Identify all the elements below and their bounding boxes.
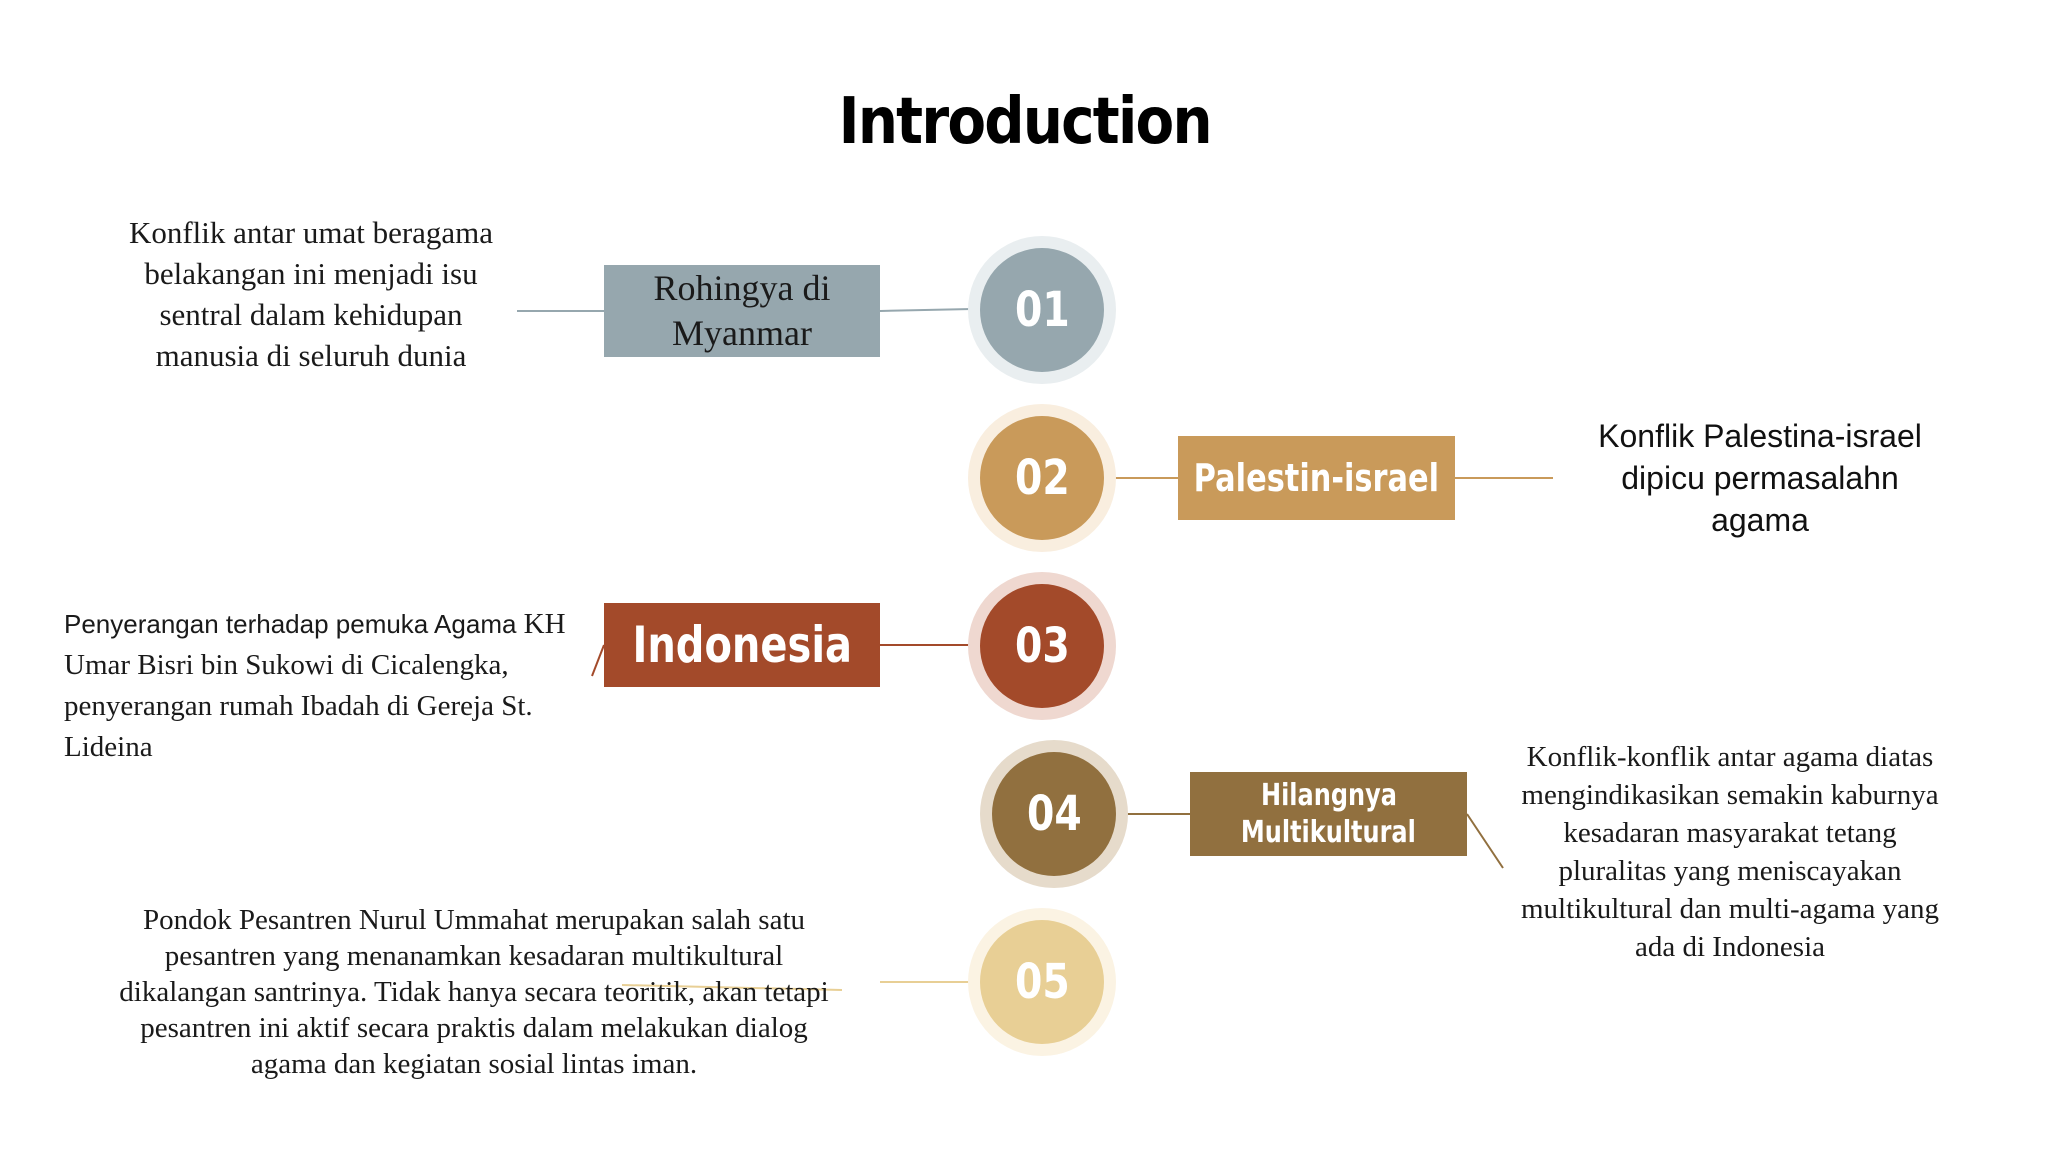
step-04-label-line1: Hilangnya xyxy=(1260,778,1397,813)
step-03-description-part2: KH Umar Bisri bin Sukowi di Cicalengka, penyerangan rumah Ibadah di Gereja St. Lideina xyxy=(64,608,566,763)
step-01-description: Konflik antar umat beragama belakangan ini menjadi isu sentral dalam kehidupan manusia di seluruh dunia xyxy=(128,215,494,373)
step-01-label: Rohingya di Myanmar xyxy=(653,268,831,353)
step-04-label-box xyxy=(1190,772,1467,856)
step-02-label-box xyxy=(1178,436,1455,520)
step-02-number: 02 xyxy=(1014,450,1070,506)
step-05-number: 05 xyxy=(1014,954,1070,1010)
step-04-circle xyxy=(980,740,1128,888)
step-03-label-box xyxy=(604,603,880,687)
step-03-circle xyxy=(968,572,1116,720)
step-01-circle xyxy=(968,236,1116,384)
step-05-description: Pondok Pesantren Nurul Ummahat merupakan salah satu pesantren yang menanamkan kesadaran multikultural dikalangan santrinya. Tidak hanya secara teoritik, akan tetapi pesantren ini aktif secara praktis dalam melakukan dialog agama dan kegiatan sosial lintas iman. xyxy=(119,904,829,1080)
connector-03-left xyxy=(592,645,604,676)
connector-04-right xyxy=(1467,814,1503,868)
step-02-label: Palestin-israel xyxy=(1193,456,1440,500)
step-01-label-box xyxy=(604,265,880,357)
step-03-description-part1: Penyerangan terhadap pemuka Agama xyxy=(64,609,524,639)
step-04-label-line2: Multikultural xyxy=(1240,815,1416,850)
step-03-number: 03 xyxy=(1014,618,1070,674)
step-03-description xyxy=(64,606,584,770)
connector-01-right xyxy=(880,309,972,311)
step-02-circle xyxy=(968,404,1116,552)
step-02-description: Konflik Palestina-israel dipicu permasalahn agama xyxy=(1598,418,1922,538)
step-03-label: Indonesia xyxy=(632,616,852,674)
step-04-description: Konflik-konflik antar agama diatas mengindikasikan semakin kaburnya kesadaran masyarakat tetang pluralitas yang meniscayakan multikultural dan multi-agama yang ada di Indonesia xyxy=(1521,741,1939,963)
page-title: Introduction xyxy=(838,85,1211,159)
step-05-circle xyxy=(968,908,1116,1056)
step-04-number: 04 xyxy=(1026,786,1082,842)
step-01-number: 01 xyxy=(1014,282,1070,338)
